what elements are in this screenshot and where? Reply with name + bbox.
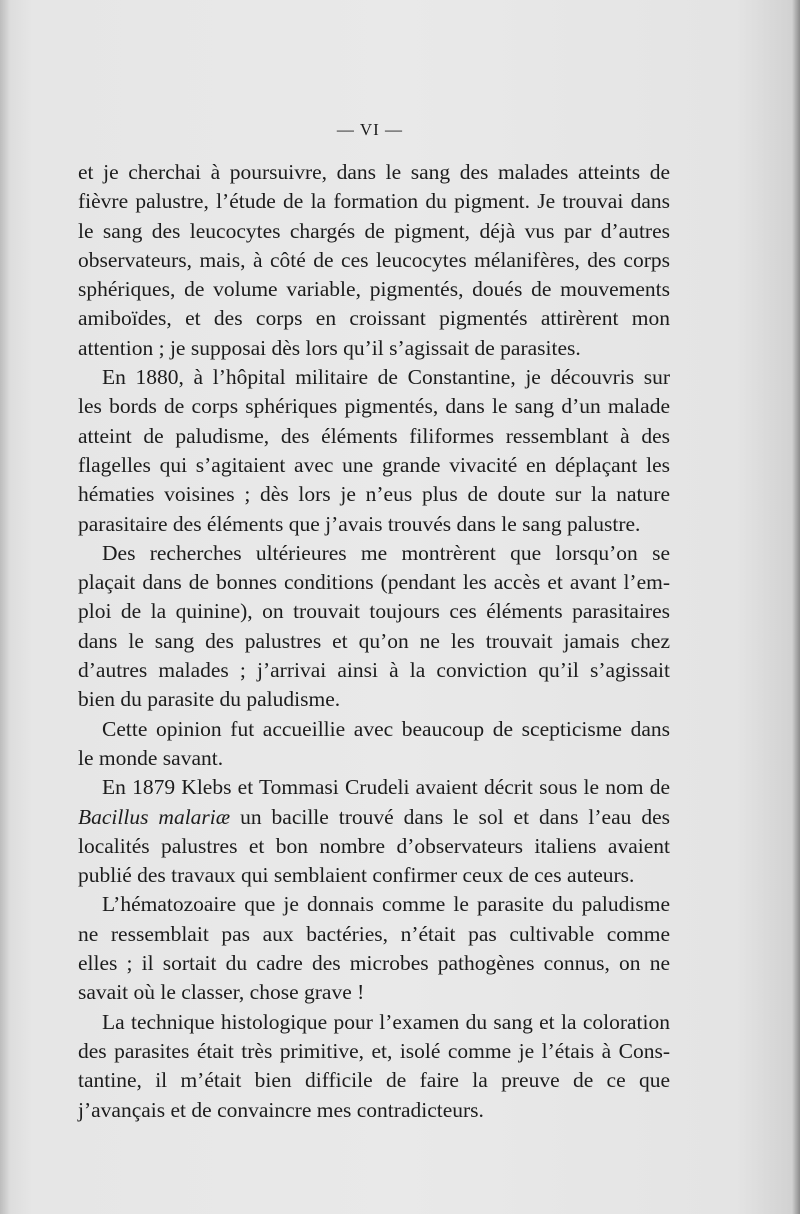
text-line: les bords de corps sphériques pigmentés, dans le sang d’un malade [78,394,670,419]
text-line: j’avançais et de convaincre mes contradicteurs. [78,1097,484,1122]
paragraph-2 [78,363,670,539]
text-line: L’hématozoaire que je donnais comme le parasite du paludisme [102,892,670,917]
text-line: flagelles qui s’agitaient avec une grande vivacité en déplaçant les [78,452,670,477]
text-line: elles ; il sortait du cadre des microbes pathogènes connus, on ne [78,951,670,976]
text-line: publié des travaux qui semblaient confirmer ceux de ces auteurs. [78,863,635,888]
text-line: plaçait dans de bonnes conditions (pendant les accès et avant l’em- [78,570,670,595]
text-line: hématies voisines ; dès lors je n’eus plus de doute sur la nature [78,482,670,507]
text-line: observateurs, mais, à côté de ces leucocytes mélanifères, des corps [78,247,670,272]
text-line: En 1879 Klebs et Tommasi Crudeli avaient décrit sous le nom de [102,775,670,800]
text-line: attention ; je supposai dès lors qu’il s’agissait de parasites. [78,335,581,360]
text-line: le sang des leucocytes chargés de pigment, déjà vus par d’autres [78,218,670,243]
text-line: La technique histologique pour l’examen du sang et la coloration [102,1009,670,1034]
text-line: ne ressemblait pas aux bactéries, n’était pas cultivable comme [78,921,670,946]
text-line: tantine, il m’était bien difficile de faire la preuve de ce que [78,1068,670,1093]
paragraph-1 [78,158,670,363]
text-line: sphériques, de volume variable, pigmentés, doués de mouvements [78,277,670,302]
text-line: d’autres malades ; j’arrivai ainsi à la conviction qu’il s’agissait [78,658,670,683]
text-line-italic-start: Bacillus malariæ un bacille trouvé dans le sol et dans l’eau des [78,804,670,829]
text-line: fièvre palustre, l’étude de la formation du pigment. Je trouvai dans [78,189,670,214]
text-line: Cette opinion fut accueillie avec beaucoup de scepticisme dans [102,716,670,741]
page-edge-shadow-right [792,0,800,1214]
text-line: En 1880, à l’hôpital militaire de Constantine, je découvris sur [102,365,670,390]
text-line: Des recherches ultérieures me montrèrent que lorsqu’on se [102,540,670,565]
text-line: localités palustres et bon nombre d’observateurs italiens avaient [78,833,670,858]
text-line: ploi de la quinine), on trouvait toujours ces éléments parasitaires [78,599,670,624]
text-line: des parasites était très primitive, et, isolé comme je l’étais à Cons- [78,1038,670,1063]
text-line: amiboïdes, et des corps en croissant pigmentés attirèrent mon [78,306,670,331]
page-edge-shadow-left [0,0,10,1214]
text-line: savait où le classer, chose grave ! [78,980,365,1005]
paragraph-3 [78,539,670,715]
body-text [78,158,670,1125]
text-line: le monde savant. [78,745,224,770]
paragraph-4 [78,715,670,774]
text-line: et je cherchai à poursuivre, dans le sang des malades atteints de [78,160,670,184]
paragraph-5 [78,773,670,890]
text-line: parasitaire des éléments que j’avais trouvés dans le sang palustre. [78,511,641,536]
page-number-header: — VI — [336,120,404,139]
paragraph-6 [78,890,670,1007]
paragraph-7 [78,1008,670,1125]
text-line: bien du parasite du paludisme. [78,687,341,712]
text-line: atteint de paludisme, des éléments filiformes ressemblant à des [78,423,670,448]
text-line: dans le sang des palustres et qu’on ne les trouvait jamais chez [78,628,670,653]
